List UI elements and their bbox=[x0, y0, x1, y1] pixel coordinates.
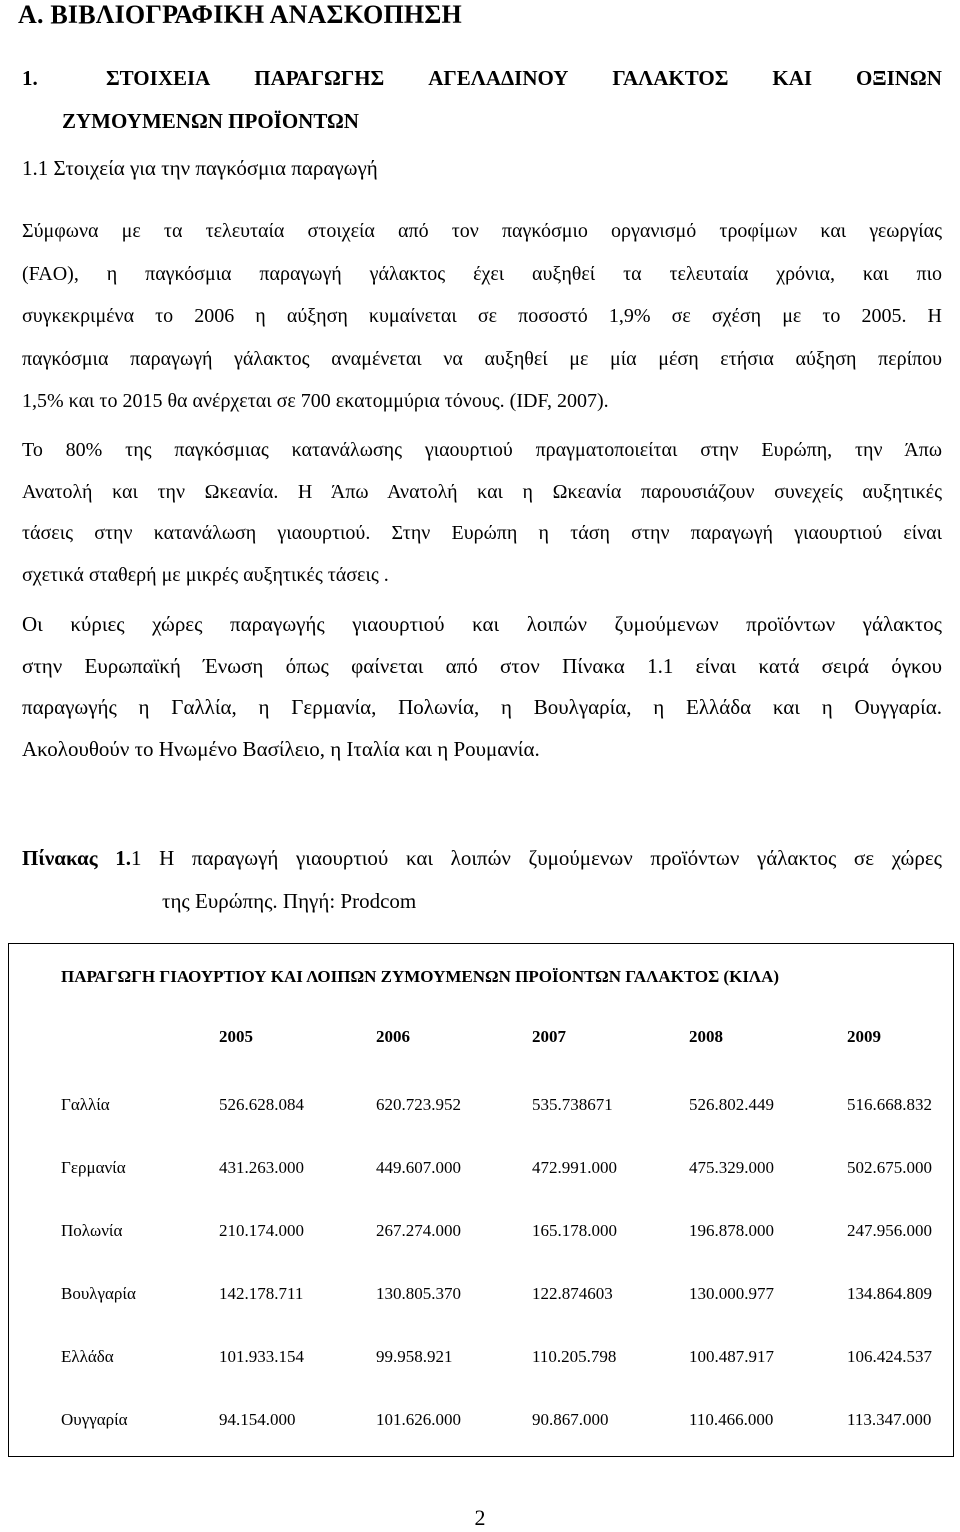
section-word: ΠΑΡΑΓΩΓΗΣ bbox=[254, 66, 385, 90]
paragraph-3 bbox=[22, 604, 942, 770]
value-cell: 142.178.711 bbox=[219, 1284, 304, 1303]
paragraph-line: Ανατολή και την Ωκεανία. Η Άπω Ανατολή και η Ωκεανία παρουσιάζουν συνεχείς αυξητικές bbox=[22, 480, 942, 503]
paragraph-line: παγκόσμια παραγωγή γάλακτος αναμένεται να αυξηθεί με μία μέση ετήσια αύξηση περίπου bbox=[22, 347, 942, 370]
value-cell: 526.628.084 bbox=[219, 1095, 304, 1114]
table-title: ΠΑΡΑΓΩΓΗ ΓΙΑΟΥΡΤΙΟΥ ΚΑΙ ΛΟΙΠΩΝ ΖΥΜΟΥΜΕΝΩΝ ΠΡΟΪΟΝΤΩΝ ΓΑΛΑΚΤΟΣ (ΚΙΛΑ) bbox=[61, 967, 780, 986]
paragraph-line: Σύμφωνα με τα τελευταία στοιχεία από τον παγκόσμιο οργανισμό τροφίμων και γεωργίας bbox=[22, 220, 942, 242]
value-cell: 526.802.449 bbox=[689, 1095, 774, 1114]
value-cell: 110.205.798 bbox=[532, 1347, 617, 1366]
value-cell: 100.487.917 bbox=[689, 1347, 774, 1366]
value-cell: 165.178.000 bbox=[532, 1221, 617, 1240]
value-cell: 210.174.000 bbox=[219, 1221, 304, 1240]
paragraph-line: 1,5% και το 2015 θα ανέρχεται σε 700 εκατομμύρια τόνους. (IDF, 2007). bbox=[22, 390, 609, 412]
value-cell: 90.867.000 bbox=[532, 1410, 609, 1429]
paragraph-line: (FAO), η παγκόσμια παραγωγή γάλακτος έχει αυξηθεί τα τελευταία χρόνια, και πιο bbox=[22, 262, 942, 285]
paragraph-line: Οι κύριες χώρες παραγωγής γιαουρτιού και λοιπών ζυμούμενων προϊόντων γάλακτος bbox=[22, 612, 942, 636]
section-word: ΚΑΙ bbox=[772, 66, 813, 90]
paragraph-line: στην Ευρωπαϊκή Ένωση όπως φαίνεται από στον Πίνακα 1.1 είναι κατά σειρά όγκου bbox=[22, 653, 942, 678]
value-cell: 134.864.809 bbox=[847, 1284, 932, 1303]
main-heading: Α. ΒΙΒΛΙΟΓΡΑΦΙΚΗ ΑΝΑΣΚΟΠΗΣΗ bbox=[18, 0, 462, 29]
value-cell: 516.668.832 bbox=[847, 1095, 932, 1114]
table-caption bbox=[22, 846, 942, 871]
section-heading-line2: ΖΥΜΟΥΜΕΝΩΝ ΠΡΟΪΟΝΤΩΝ bbox=[62, 109, 359, 133]
country-cell: Ουγγαρία bbox=[61, 1410, 128, 1429]
country-cell: Ελλάδα bbox=[61, 1347, 114, 1366]
paragraph-line: σχετικά σταθερή με μικρές αυξητικές τάσεις . bbox=[22, 563, 389, 586]
section-word: ΣΤΟΙΧΕΙΑ bbox=[105, 66, 211, 90]
value-cell: 475.329.000 bbox=[689, 1158, 774, 1177]
section-word: ΑΓΕΛΑΔΙΝΟΥ bbox=[428, 66, 569, 90]
value-cell: 101.626.000 bbox=[376, 1410, 461, 1429]
value-cell: 502.675.000 bbox=[847, 1158, 932, 1177]
value-cell: 196.878.000 bbox=[689, 1221, 774, 1240]
caption-text: 1 Η παραγωγή γιαουρτιού και λοιπών ζυμούμενων προϊόντων γάλακτος σε χώρες bbox=[130, 846, 942, 870]
country-cell: Βουλγαρία bbox=[61, 1284, 136, 1303]
year-header: 2005 bbox=[219, 1027, 253, 1046]
value-cell: 130.805.370 bbox=[376, 1284, 461, 1303]
value-cell: 247.956.000 bbox=[847, 1221, 932, 1240]
section-word: ΓΑΛΑΚΤΟΣ bbox=[612, 66, 729, 90]
value-cell: 431.263.000 bbox=[219, 1158, 304, 1177]
section-number: 1. bbox=[22, 66, 38, 90]
section-heading bbox=[22, 55, 942, 141]
production-table bbox=[8, 943, 954, 1457]
value-cell: 449.607.000 bbox=[376, 1158, 461, 1177]
caption-label: Πίνακας 1. bbox=[22, 846, 131, 870]
page-number: 2 bbox=[474, 1505, 486, 1530]
value-cell: 99.958.921 bbox=[376, 1347, 453, 1366]
table-caption-line2: της Ευρώπης. Πηγή: Prodcom bbox=[162, 889, 417, 913]
paragraph-2 bbox=[22, 430, 942, 596]
value-cell: 535.738671 bbox=[532, 1095, 613, 1114]
section-word: ΟΞΙΝΩΝ bbox=[856, 66, 942, 90]
country-cell: Γερμανία bbox=[61, 1158, 126, 1177]
paragraph-1 bbox=[22, 210, 942, 423]
value-cell: 110.466.000 bbox=[689, 1410, 774, 1429]
value-cell: 113.347.000 bbox=[847, 1410, 932, 1429]
paragraph-line: Το 80% της παγκόσμιας κατανάλωσης γιαουρτιού πραγματοποιείται στην Ευρώπη, την Άπω bbox=[22, 439, 942, 461]
paragraph-line: τάσεις στην κατανάλωση γιαουρτιού. Στην Ευρώπη η τάση στην παραγωγή γιαουρτιού είναι bbox=[22, 522, 942, 544]
value-cell: 472.991.000 bbox=[532, 1158, 617, 1177]
value-cell: 106.424.537 bbox=[847, 1347, 932, 1366]
value-cell: 101.933.154 bbox=[219, 1347, 304, 1366]
country-cell: Πολωνία bbox=[61, 1221, 123, 1240]
year-header: 2006 bbox=[376, 1027, 410, 1046]
year-header: 2008 bbox=[689, 1027, 723, 1046]
country-cell: Γαλλία bbox=[61, 1095, 110, 1114]
value-cell: 130.000.977 bbox=[689, 1284, 774, 1303]
subsection-heading: 1.1 Στοιχεία για την παγκόσμια παραγωγή bbox=[22, 156, 378, 180]
paragraph-line: συγκεκριμένα το 2006 η αύξηση κυμαίνεται σε ποσοστό 1,9% σε σχέση με το 2005. Η bbox=[22, 305, 942, 327]
value-cell: 620.723.952 bbox=[376, 1095, 461, 1114]
value-cell: 267.274.000 bbox=[376, 1221, 461, 1240]
value-cell: 122.874603 bbox=[532, 1284, 613, 1303]
year-header: 2009 bbox=[847, 1027, 881, 1046]
value-cell: 94.154.000 bbox=[219, 1410, 296, 1429]
paragraph-line: παραγωγής η Γαλλία, η Γερμανία, Πολωνία, η Βουλγαρία, η Ελλάδα και η Ουγγαρία. bbox=[22, 695, 942, 719]
paragraph-line: Ακολουθούν το Ηνωμένο Βασίλειο, η Ιταλία και η Ρουμανία. bbox=[22, 736, 540, 761]
year-header: 2007 bbox=[532, 1027, 566, 1046]
